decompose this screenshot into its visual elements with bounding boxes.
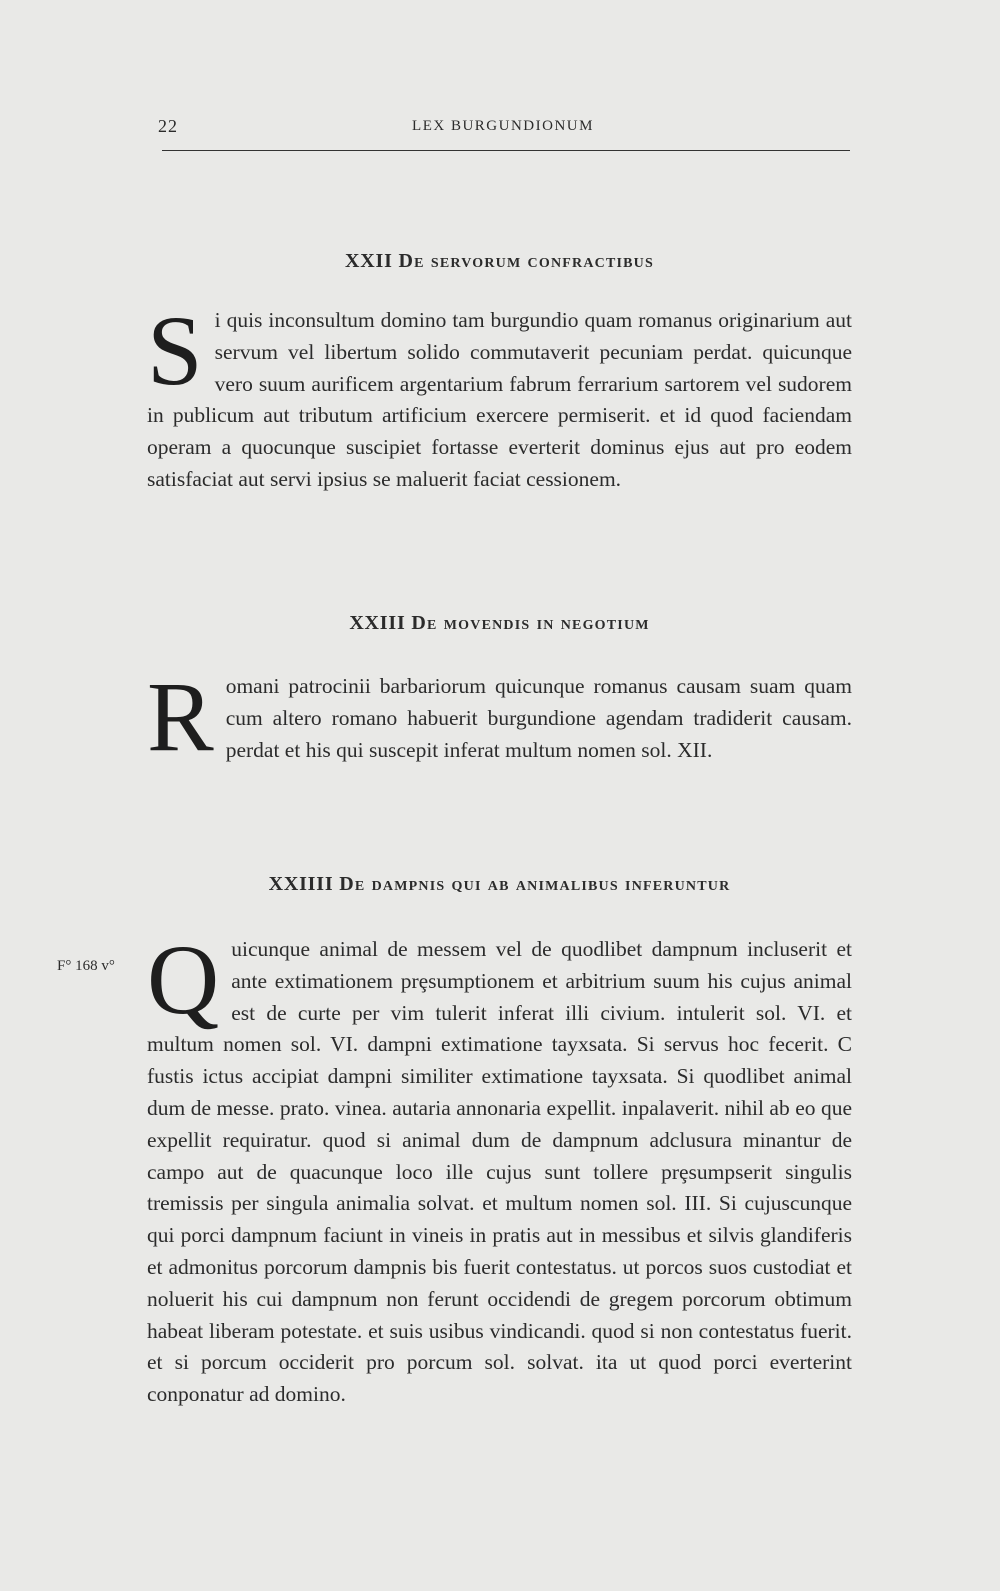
section-heading — [147, 612, 852, 635]
section-heading — [147, 250, 852, 273]
section-body: uicunque animal de messem vel de quodlibet dampnum incluserit et ante extimationem prȩsumptionem et arbitrium suum his cujus animal est de curte per vim tulerit inferat illi civium. intulerit sol. VI. et multum nomen sol. VI. dampni extimatione tayxsata. Si servus hoc fecerit. C fustis ictus accipiat dampni similiter extimatione tayxsata. Si quodlibet animal dum de messe. prato. vinea. autaria annonaria expellit. inpalaverit. nihil ab eo que expellit requiratur. quod si animal dum de dampnum adclusura minantur de campo aut de quacunque loco ille cujus sunt tollere prȩsumpserit singulis tremissis per singula animalia solvat. et multum nomen sol. III. Si cujuscunque qui porci dampnum faciunt in vineis in pratis aut in messibus et silvis glandiferis et admonitus porcorum dampnis bis fuerit contestatus. ut porcos suos custodiat et noluerit his cui dampnum non ferunt occidendi de gregem porcorum obtimum habeat liberam potestate. et suis usibus vindicandi. quod si non contestatus fuerit. et si porcum occiderit pro porcum sol. solvat. ita ut quod porci everterint conponatur ad domino. — [147, 937, 852, 1407]
drop-cap: S — [147, 295, 203, 406]
section-text — [147, 661, 852, 772]
section-number: XXIIII — [268, 873, 334, 895]
section-text — [147, 295, 852, 496]
section-xxiii — [147, 612, 852, 772]
drop-cap: R — [147, 661, 214, 772]
section-text — [147, 924, 852, 1411]
section-title: De dampnis qui ab animalibus inferuntur — [339, 873, 731, 895]
header-rule — [162, 150, 850, 151]
drop-cap: Q — [147, 924, 220, 1035]
section-heading — [147, 873, 852, 896]
section-number: XXII — [345, 250, 393, 272]
section-body: omani patrocinii barbariorum quicunque romanus causam suam quam cum altero romano habuerit burgundione agendam tradiderit causam. perdat et his qui suscepit inferat multum nomen sol. XII. — [225, 674, 852, 762]
folio-margin-note: F° 168 v° — [57, 958, 115, 974]
section-xxii — [147, 250, 852, 496]
section-title: De servorum confractibus — [398, 250, 654, 272]
running-title: LEX BURGUNDIONUM — [412, 118, 594, 134]
page-header — [158, 116, 848, 146]
section-body: i quis inconsultum domino tam burgundio quam romanus originarium aut servum vel libertum solido commutaverit pecuniam perdat. quicunque vero suum aurificem argentarium fabrum ferrarium sartorem vel sudorem in publicum aut tributum artificium exercere permiserit. et id quod faciendam operam a quocunque suscipiet fortasse everterit dominus ejus aut pro eodem satisfaciat aut servi ipsius se maluerit faciat cessionem. — [147, 308, 852, 491]
section-number: XXIII — [349, 612, 406, 634]
section-title: De movendis in negotium — [411, 612, 650, 634]
page-number: 22 — [158, 116, 178, 136]
section-xxiiii — [147, 873, 852, 1411]
